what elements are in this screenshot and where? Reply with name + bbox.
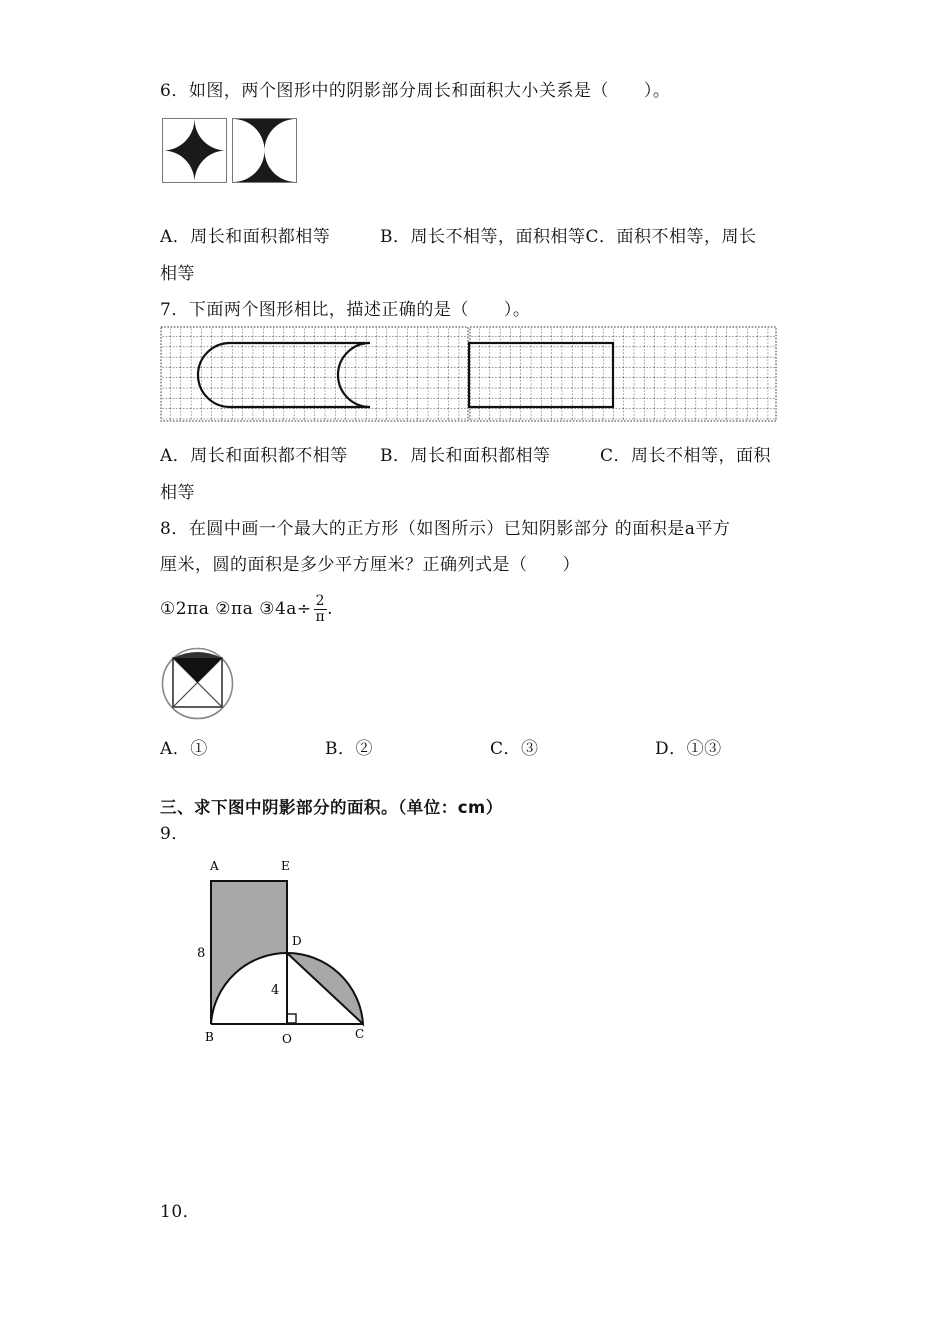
- q7-stem: 7．下面两个图形相比，描述正确的是（ ）。: [160, 300, 531, 320]
- q9-label-d: D: [292, 934, 302, 948]
- q8-option-d: D．①③: [655, 739, 722, 759]
- q9-label-b: B: [205, 1030, 214, 1044]
- section3-heading: 三、求下图中阴影部分的面积。（单位：cm）: [160, 798, 503, 817]
- q8-circle-square-figure: [160, 646, 236, 722]
- q6-option-tail: 相等: [160, 264, 195, 284]
- q9-geometry-figure: [190, 852, 390, 1052]
- q6-option-bc: B．周长不相等，面积相等C．面积不相等，周长: [380, 227, 757, 247]
- q9-number: 9．: [160, 824, 189, 844]
- q8-formula-text: ①2πa ②πa ③4a÷: [160, 599, 312, 619]
- q8-option-a: A．①: [160, 739, 208, 759]
- q9-label-o: O: [282, 1032, 292, 1046]
- q10-number: 10．: [160, 1202, 201, 1222]
- q6-option-a: A．周长和面积都相等: [160, 227, 331, 247]
- q6-figure-star: [162, 118, 228, 184]
- q8-fraction-numerator: 2: [315, 593, 326, 609]
- q8-fraction-denominator: π: [315, 609, 326, 625]
- q8-fraction: [314, 594, 327, 625]
- q7-option-c: C．周长不相等，面积: [600, 446, 772, 466]
- q8-formula-end: .: [327, 599, 333, 619]
- q9-label-a: A: [210, 859, 219, 873]
- q9-label-4: 4: [271, 983, 280, 998]
- q9-label-e: E: [281, 859, 290, 873]
- q8-stem-line1: 8．在圆中画一个最大的正方形（如图所示）已知阴影部分 的面积是a平方: [160, 519, 731, 539]
- q6-stem: 6．如图，两个图形中的阴影部分周长和面积大小关系是（ ）。: [160, 81, 671, 101]
- q8-option-b: B．②: [325, 739, 373, 759]
- q8-stem-line2: 厘米，圆的面积是多少平方厘米？正确列式是（ ）: [160, 555, 580, 575]
- q9-label-c: C: [355, 1027, 365, 1041]
- q7-option-a: A．周长和面积都不相等: [160, 446, 348, 466]
- q7-grid-figure: [160, 326, 778, 422]
- q7-option-tail: 相等: [160, 483, 195, 503]
- q7-option-b: B．周长和面积都相等: [380, 446, 551, 466]
- q8-formula: [160, 594, 333, 625]
- q6-figure-hourglass: [232, 118, 298, 184]
- q9-label-8: 8: [197, 946, 206, 961]
- q8-option-c: C．③: [490, 739, 539, 759]
